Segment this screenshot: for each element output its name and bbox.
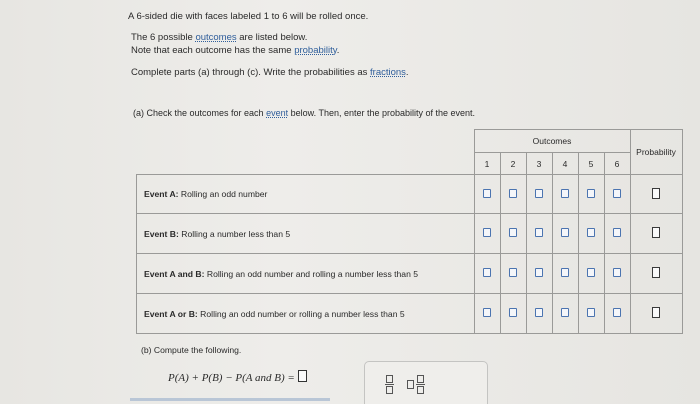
event-a-desc: Rolling an odd number [178, 189, 268, 199]
event-a-cell-1 [474, 175, 500, 214]
event-a-and-b-outcome-6-checkbox[interactable] [613, 268, 621, 277]
event-ab-prob-cell [630, 254, 682, 294]
event-ab-cell-2 [500, 254, 526, 294]
event-b-cell-5 [578, 214, 604, 254]
outcome-header-4: 4 [552, 153, 578, 175]
event-a-or-b-outcome-5-checkbox[interactable] [587, 308, 595, 317]
event-aob-prob-cell [630, 294, 682, 334]
event-b-cell-4 [552, 214, 578, 254]
event-a-and-b-outcome-1-checkbox[interactable] [483, 268, 491, 277]
event-link[interactable]: event [266, 108, 289, 118]
intro-text-4b: . [405, 67, 409, 78]
event-a-or-b-outcome-4-checkbox[interactable] [561, 308, 569, 317]
event-a-and-b-label [137, 254, 475, 294]
event-a-or-b-outcome-3-checkbox[interactable] [535, 308, 543, 317]
event-aob-cell-5 [578, 294, 604, 334]
event-a-outcome-2-checkbox[interactable] [509, 189, 517, 198]
event-a-and-b-outcome-5-checkbox[interactable] [587, 268, 595, 277]
part-b-answer-input[interactable] [298, 370, 307, 382]
event-a-cell-6 [604, 175, 630, 214]
event-b-outcome-1-checkbox[interactable] [483, 228, 491, 237]
intro-text-2a: The 6 possible [131, 32, 196, 43]
part-b-formula [168, 370, 307, 384]
outcome-header-1: 1 [474, 153, 500, 175]
event-a-cell-5 [578, 175, 604, 214]
event-a-and-b-outcome-3-checkbox[interactable] [535, 268, 543, 277]
table-row-event-a [137, 175, 683, 214]
event-a-and-b-name: Event A and B: [144, 268, 205, 279]
event-b-prob-cell [630, 214, 682, 254]
table-row-event-a-and-b [137, 254, 683, 294]
event-b-outcome-5-checkbox[interactable] [587, 228, 595, 237]
event-b-cell-2 [500, 214, 526, 254]
table-corner [137, 130, 475, 175]
event-a-and-b-outcome-2-checkbox[interactable] [509, 268, 517, 277]
event-a-and-b-probability-input[interactable] [652, 267, 660, 278]
event-ab-cell-5 [578, 254, 604, 294]
intro-line-3 [131, 44, 339, 57]
event-a-name: Event A: [144, 189, 179, 199]
event-ab-cell-4 [552, 254, 578, 294]
event-a-probability-input[interactable] [652, 188, 660, 199]
event-a-outcome-1-checkbox[interactable] [483, 189, 491, 198]
part-a-text-a: (a) Check the outcomes for each [133, 108, 267, 118]
event-ab-cell-3 [526, 254, 552, 294]
event-a-or-b-name: Event A or B: [144, 308, 198, 319]
math-input-toolbox [364, 361, 488, 404]
fractions-link[interactable]: fractions [370, 67, 406, 78]
intro-text-4a: Complete parts (a) through (c). Write the probabilities as [131, 67, 371, 78]
event-b-label [137, 214, 475, 254]
bottom-divider [130, 398, 330, 401]
event-aob-cell-6 [604, 294, 630, 334]
event-a-or-b-outcome-1-checkbox[interactable] [483, 308, 491, 317]
event-a-cell-3 [526, 175, 552, 214]
event-a-outcome-6-checkbox[interactable] [613, 189, 621, 198]
outcome-header-3: 3 [526, 153, 552, 175]
event-a-cell-2 [500, 175, 526, 214]
table-row-event-b [137, 214, 683, 254]
event-ab-cell-1 [474, 254, 500, 294]
event-b-outcome-6-checkbox[interactable] [613, 228, 621, 237]
event-a-and-b-desc: Rolling an odd number and rolling a number less than 5 [204, 268, 419, 279]
event-a-label [137, 175, 475, 214]
part-b-label: (b) Compute the following. [141, 345, 242, 355]
event-aob-cell-1 [474, 294, 500, 334]
probability-header: Probability [630, 130, 682, 175]
event-a-or-b-outcome-2-checkbox[interactable] [509, 308, 517, 317]
probability-link[interactable]: probability [294, 45, 337, 56]
intro-text-3a: Note that each outcome has the same [131, 45, 295, 56]
outcome-header-2: 2 [500, 153, 526, 175]
event-aob-cell-4 [552, 294, 578, 334]
event-b-name: Event B: [144, 228, 179, 239]
fraction-icon[interactable] [385, 375, 394, 394]
event-a-outcome-5-checkbox[interactable] [587, 189, 595, 198]
event-a-or-b-outcome-6-checkbox[interactable] [613, 308, 621, 317]
event-b-probability-input[interactable] [652, 227, 660, 238]
outcomes-header: Outcomes [474, 130, 630, 153]
formula-text: P(A) + P(B) − P(A and B) = [168, 372, 295, 384]
part-a-instructions [133, 108, 475, 118]
table-row-event-a-or-b [137, 294, 683, 334]
event-a-or-b-label [137, 294, 475, 334]
outcomes-link[interactable]: outcomes [195, 32, 237, 43]
outcomes-table [136, 129, 683, 334]
mixed-number-icon[interactable] [416, 375, 425, 394]
event-a-and-b-outcome-4-checkbox[interactable] [561, 268, 569, 277]
intro-line-4 [131, 66, 409, 79]
event-b-cell-3 [526, 214, 552, 254]
intro-text-3b: . [336, 45, 340, 56]
event-b-cell-6 [604, 214, 630, 254]
event-a-outcome-4-checkbox[interactable] [561, 189, 569, 198]
event-b-outcome-4-checkbox[interactable] [561, 228, 569, 237]
event-aob-cell-3 [526, 294, 552, 334]
intro-line-1 [128, 10, 368, 23]
intro-text-2b: are listed below. [236, 32, 308, 43]
event-b-outcome-3-checkbox[interactable] [535, 228, 543, 237]
event-a-prob-cell [630, 175, 682, 214]
event-a-or-b-desc: Rolling an odd number or rolling a number less than 5 [197, 308, 405, 319]
event-a-cell-4 [552, 175, 578, 214]
event-b-outcome-2-checkbox[interactable] [509, 228, 517, 237]
event-b-desc: Rolling a number less than 5 [178, 228, 291, 239]
event-b-cell-1 [474, 214, 500, 254]
event-aob-cell-2 [500, 294, 526, 334]
intro-line-2 [131, 31, 307, 44]
intro-text-1: A 6-sided die with faces labeled 1 to 6 will be rolled once. [128, 11, 369, 22]
event-a-or-b-probability-input[interactable] [652, 307, 660, 318]
outcome-header-5: 5 [578, 153, 604, 175]
part-a-text-b: below. Then, enter the probability of the event. [288, 108, 476, 118]
event-ab-cell-6 [604, 254, 630, 294]
outcome-header-6: 6 [604, 153, 630, 175]
event-a-outcome-3-checkbox[interactable] [535, 189, 543, 198]
